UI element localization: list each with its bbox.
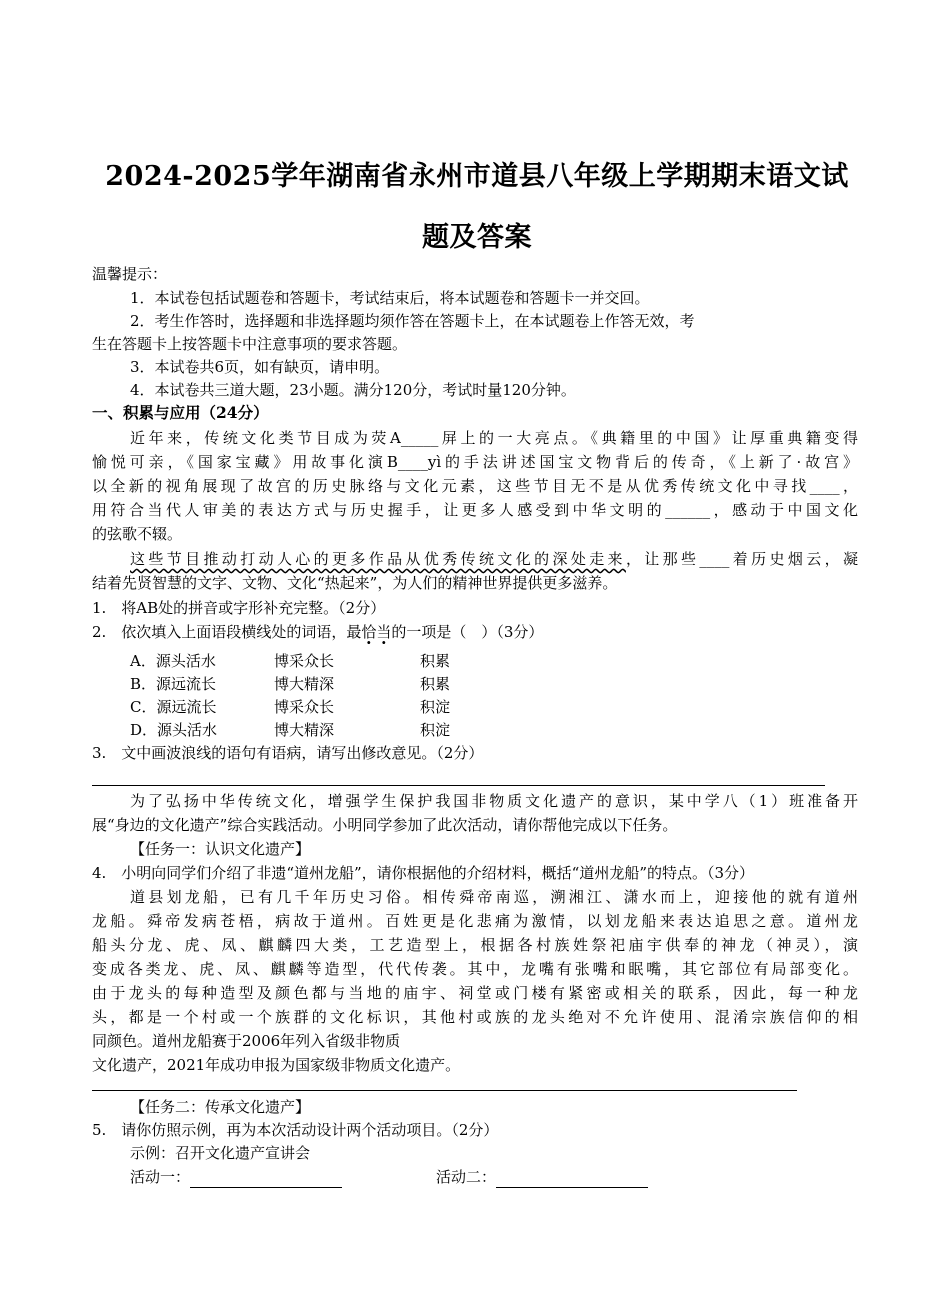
material-line: 由于龙头的每种造型及颜色都与当地的庙宇、祠堂或门楼有紧密或相关的联系，因此，每一种龙 — [92, 984, 858, 1002]
material-line: 同颜色。道州龙船赛于2006年列入省级非物质 — [92, 1032, 401, 1050]
option-d-word3: 积淀 — [420, 721, 451, 739]
material-line: 龙船。舜帝发病苍梧，病故于道州。百姓更是化悲痛为激情，以划龙船来表达追思之意。道州龙 — [92, 912, 858, 930]
material-line: 文化遗产，2021年成功申报为国家级非物质文化遗产。 — [92, 1056, 461, 1074]
option-b: B．源远流长 — [130, 675, 217, 693]
passage-line: 以全新的视角展现了故宫的历史脉络与文化元素，这些节目无不是从优秀传统文化中寻找____， — [92, 477, 858, 495]
answer-line — [92, 785, 825, 786]
material-line: 变成各类龙、虎、凤、麒麟等造型，代代传袭。其中，龙嘴有张嘴和眠嘴，其它部位有局部变化。 — [92, 960, 858, 978]
example-line: 示例：召开文化遗产宣讲会 — [130, 1144, 311, 1162]
passage-line: 用符合当代人审美的表达方式与历史握手，让更多人感受到中华文明的______，感动于中国文化 — [92, 501, 858, 519]
activity-two-field[interactable]: 活动二： — [436, 1166, 648, 1188]
passage-line: 这些节目推动打动人心的更多作品从优秀传统文化的深处走来，让那些____着历史烟云，凝 — [130, 550, 858, 568]
option-c-word3: 积淀 — [420, 698, 451, 716]
passage-line: 结着先贤智慧的文字、文物、文化“热起来”，为人们的精神世界提供更多滋养。 — [92, 574, 618, 592]
task-2-heading: 【任务二：传承文化遗产】 — [130, 1098, 311, 1116]
answer-line — [92, 1090, 797, 1091]
option-a: A．源头活水 — [130, 652, 216, 670]
notice-heading: 温馨提示： — [92, 265, 168, 283]
notice-item: 4．本试卷共三道大题，23小题。满分120分，考试时量120分钟。 — [130, 381, 576, 399]
passage-line: 的弦歌不辍。 — [92, 525, 183, 543]
option-c: C．源远流长 — [130, 698, 217, 716]
material-line: 道县划龙船，已有几千年历史习俗。相传舜帝南巡，溯湘江、潇水而上，迎接他的就有道州 — [130, 888, 858, 906]
notice-item: 生在答题卡上按答题卡中注意事项的要求答题。 — [92, 335, 408, 353]
material-line: 头，都是一个村或一个族群的文化标识，其他村或族的龙头绝对不允许使用、混淆宗族信仰的相 — [92, 1008, 858, 1026]
notice-item: 2．考生作答时，选择题和非选择题均须作答在答题卡上，在本试题卷上作答无效，考 — [130, 312, 695, 330]
activity-one-blank[interactable] — [190, 1169, 342, 1188]
notice-item: 3．本试卷共6页，如有缺页，请申明。 — [130, 358, 390, 376]
task-1-heading: 【任务一：认识文化遗产】 — [130, 840, 311, 858]
question-2: 2. 依次填入上面语段横线处的词语，最恰当的一项是（ ）（3分） — [92, 623, 544, 641]
passage-line: 近年来，传统文化类节目成为荧A_____屏上的一大亮点。《典籍里的中国》让厚重典籍变得 — [130, 429, 858, 447]
page-title-continued: 题及答案 — [422, 222, 532, 253]
activity-one-field[interactable]: 活动一： — [130, 1166, 342, 1188]
page-title: 2024-2025学年湖南省永州市道县八年级上学期期末语文试 — [105, 161, 849, 192]
question-4: 4. 小明向同学们介绍了非遗“道州龙船”，请你根据他的介绍材料，概括“道州龙船”的特点。（3分） — [92, 864, 755, 882]
wavy-underlined-sentence: 这些节目推动打动人心的更多作品从优秀传统文化的深处走来 — [130, 550, 626, 568]
option-a-word3: 积累 — [420, 652, 451, 670]
option-d-word2: 博大精深 — [274, 721, 335, 739]
question-5: 5. 请你仿照示例，再为本次活动设计两个活动项目。（2分） — [92, 1121, 499, 1139]
option-d: D．源头活水 — [130, 721, 218, 739]
activity-intro: 展“身边的文化遗产”综合实践活动。小明同学参加了此次活动，请你帮他完成以下任务。 — [92, 816, 678, 834]
question-3: 3. 文中画波浪线的语句有语病，请写出修改意见。（2分） — [92, 744, 484, 762]
option-a-word2: 博采众长 — [274, 652, 335, 670]
section-heading: 一、积累与应用（24分） — [92, 403, 269, 422]
option-b-word3: 积累 — [420, 675, 451, 693]
material-line: 船头分龙、虎、凤、麒麟四大类，工艺造型上，根据各村族姓祭祀庙宇供奉的神龙（神灵），演 — [92, 936, 858, 954]
activity-intro: 为了弘扬中华传统文化，增强学生保护我国非物质文化遗产的意识，某中学八（1）班准备开 — [130, 792, 858, 810]
notice-item: 1．本试卷包括试题卷和答题卡，考试结束后，将本试题卷和答题卡一并交回。 — [130, 289, 650, 307]
passage-line: 愉悦可亲，《国家宝藏》用故事化演B____yì的手法讲述国宝文物背后的传奇，《上新了·故宫》 — [92, 453, 858, 471]
activity-two-blank[interactable] — [496, 1169, 648, 1188]
option-b-word2: 博大精深 — [274, 675, 335, 693]
question-1: 1. 将AB处的拼音或字形补充完整。（2分） — [92, 599, 386, 617]
option-c-word2: 博采众长 — [274, 698, 335, 716]
